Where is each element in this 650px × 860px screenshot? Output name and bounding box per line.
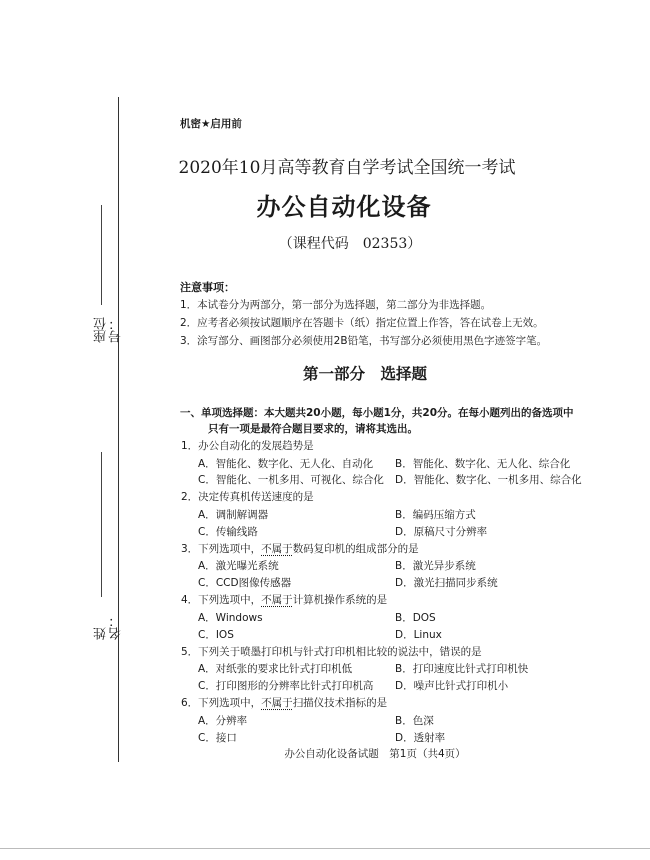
course-code: （课程代码 02353） (278, 236, 422, 252)
question-2-stem: 2．决定传真机传送速度的是 (181, 491, 314, 503)
question-6-option-a: A．分辨率 (198, 715, 248, 727)
seat-number-label: 座位号： (94, 317, 124, 343)
question-1-option-b: B．智能化、数字化、无人化、综合化 (395, 458, 571, 470)
question-5-stem: 5．下列关于喷墨打印机与针式打印机相比较的说法中，错误的是 (181, 646, 482, 658)
question-5-option-b: B．打印速度比针式打印机快 (395, 663, 529, 675)
section-instructions-cont: 只有一项是最符合题目要求的，请将其选出。 (208, 423, 418, 435)
emphasis-not: 不属于 (261, 697, 293, 709)
question-1-option-a: A．智能化、数字化、无人化、自动化 (198, 458, 374, 470)
question-4-stem: 4．下列选项中，不属于计算机操作系统的是 (181, 594, 388, 606)
question-2-option-d: D．原稿尺寸分辨率 (395, 526, 488, 538)
question-2-option-b: B．编码压缩方式 (395, 509, 476, 521)
emphasis-not: 不属于 (261, 543, 293, 555)
question-2-option-c: C．传输线路 (198, 526, 258, 538)
question-4-option-d: D．Linux (395, 629, 442, 641)
confidential-mark: 机密★启用前 (180, 118, 242, 130)
name-line (101, 452, 102, 597)
subject-title: 办公自动化设备 (256, 192, 432, 221)
question-3-option-a: A．激光曝光系统 (198, 560, 279, 572)
question-3-option-c: C．CCD图像传感器 (198, 577, 292, 589)
notice-item: 3．涂写部分、画图部分必须使用2B铅笔，书写部分必须使用黑色字迹签字笔。 (180, 335, 548, 347)
question-3-option-d: D．激光扫描同步系统 (395, 577, 498, 589)
question-1-option-d: D．智能化、数字化、一机多用、综合化 (395, 474, 582, 486)
question-5-option-c: C．打印图形的分辨率比针式打印机高 (198, 680, 374, 692)
question-6-stem: 6．下列选项中，不属于扫描仪技术指标的是 (181, 697, 388, 709)
question-5-option-d: D．噪声比针式打印机小 (395, 680, 509, 692)
emphasis-not: 不属于 (261, 594, 293, 606)
question-3-option-b: B．激光异步系统 (395, 560, 476, 572)
question-4-option-c: C．IOS (198, 629, 234, 641)
question-1-option-c: C．智能化、一机多用、可视化、综合化 (198, 474, 384, 486)
question-6-option-d: D．透射率 (395, 732, 446, 744)
question-6-option-c: C．接口 (198, 732, 237, 744)
notice-item: 1．本试卷分为两部分，第一部分为选择题，第二部分为非选择题。 (180, 299, 492, 311)
question-4-option-b: B．DOS (395, 612, 436, 624)
section-instructions: 一、单项选择题：本大题共20小题，每小题1分，共20分。在每小题列出的备选项中 (180, 407, 574, 419)
part-one-heading: 第一部分 选择题 (302, 365, 427, 383)
question-4-option-a: A．Windows (198, 612, 263, 624)
scan-edge (0, 848, 650, 849)
notice-item: 2．应考者必须按试题顺序在答题卡（纸）指定位置上作答，答在试卷上无效。 (180, 317, 544, 329)
exam-title: 2020年10月高等教育自学考试全国统一考试 (178, 158, 516, 178)
page-footer: 办公自动化设备试题 第1页（共4页） (284, 748, 466, 760)
notice-heading: 注意事项： (180, 281, 235, 294)
question-5-option-a: A．对纸张的要求比针式打印机低 (198, 663, 353, 675)
question-3-stem: 3．下列选项中，不属于数码复印机的组成部分的是 (181, 543, 419, 555)
question-1-stem: 1．办公自动化的发展趋势是 (181, 440, 314, 452)
question-2-option-a: A．调制解调器 (198, 509, 269, 521)
question-6-option-b: B．色深 (395, 715, 434, 727)
name-label: 姓名： (94, 614, 124, 640)
